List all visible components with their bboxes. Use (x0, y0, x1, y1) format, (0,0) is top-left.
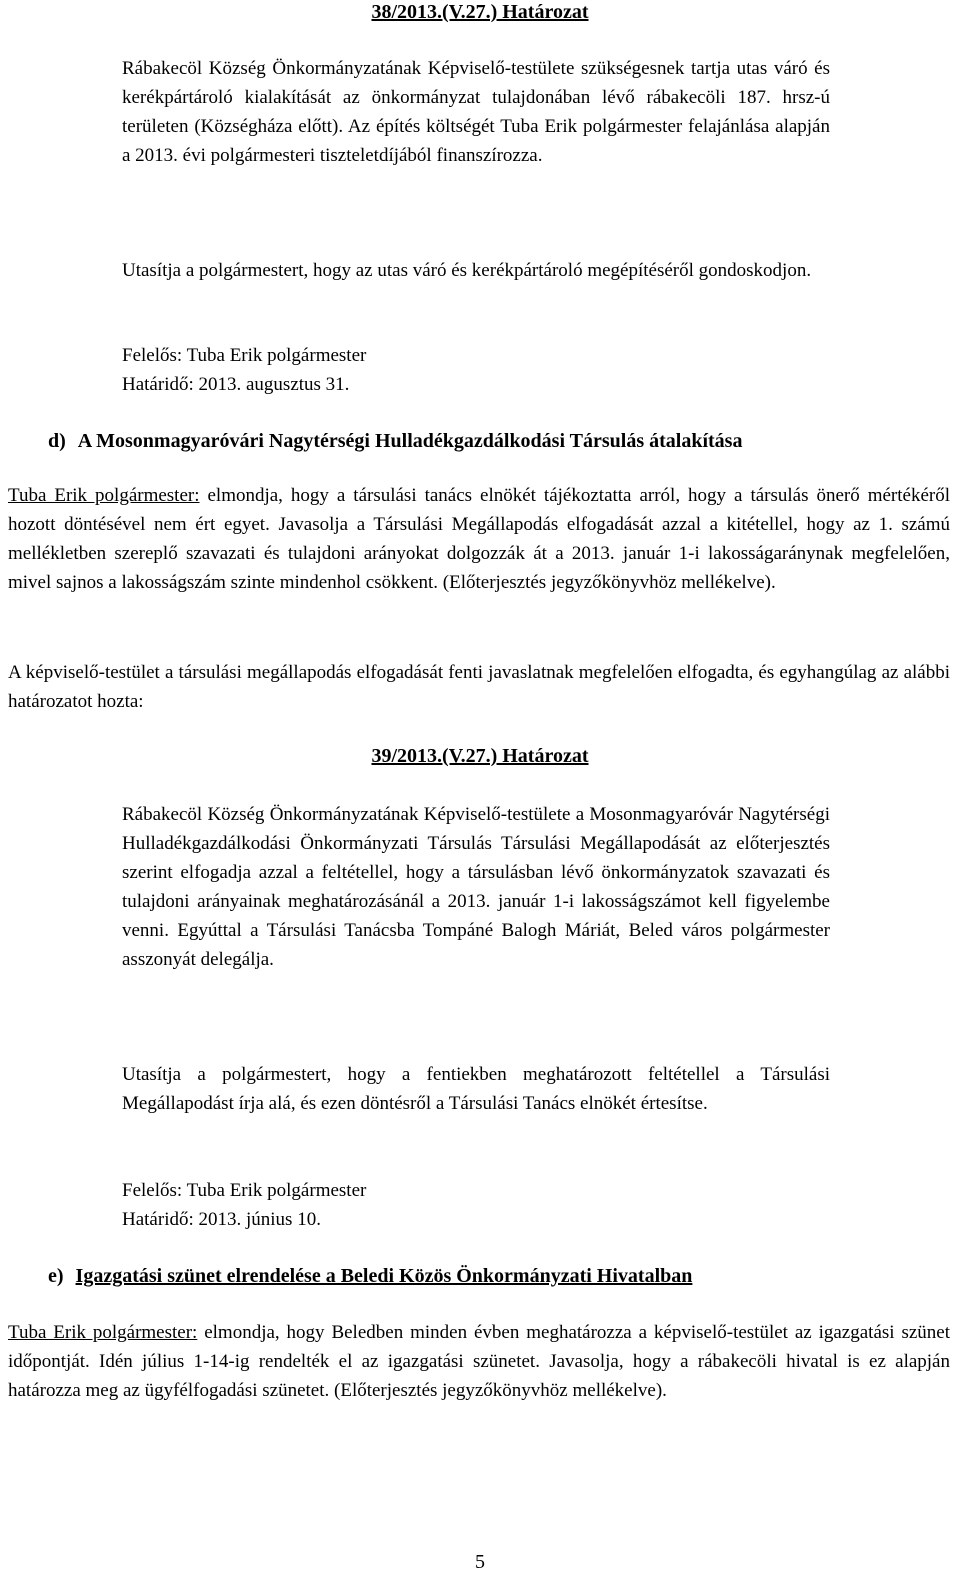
agenda-item-d-title: A Mosonmagyaróvári Nagytérségi Hulladékgazdálkodási Társulás átalakítása (77, 430, 743, 452)
agenda-item-e-speaker: Tuba Erik polgármester: (8, 1322, 198, 1343)
agenda-item-d-speech (8, 481, 950, 597)
agenda-item-d-decision: A képviselő-testület a társulási megállapodás elfogadását fenti javaslatnak megfelelően elfogadta, és egyhangúlag az alábbi határozatot hozta: (8, 662, 950, 712)
resolution-38-heading: 38/2013.(V.27.) Határozat (371, 1, 589, 23)
resolution-38-responsible: Felelős: Tuba Erik polgármester (122, 345, 367, 366)
resolution-39-responsible: Felelős: Tuba Erik polgármester (122, 1180, 367, 1201)
resolution-38-paragraph-1: Rábakecöl Község Önkormányzatának Képviselő-testülete szükségesnek tartja utas váró és kerékpártároló kialakítását az önkormányzat tulajdonában lévő rábakecöli 187. hrsz-ú területen (Községháza előtt). Az építés költségét Tuba Erik polgármester felajánlása alapján a 2013. évi polgármesteri tiszteletdíjából finanszírozza. (122, 58, 830, 166)
resolution-39-heading: 39/2013.(V.27.) Határozat (371, 745, 589, 767)
resolution-39-deadline: Határidő: 2013. június 10. (122, 1209, 321, 1230)
agenda-item-d-letter: d) (48, 430, 66, 452)
agenda-item-e-speech (8, 1318, 950, 1405)
agenda-item-e-speech-text: elmondja, hogy Beledben minden évben meghatározza a képviselő-testület az igazgatási szünet időpontját. Idén július 1-14-ig rendelték el az igazgatási szünetet. Javasolja, hogy a rábakecöli hivatal is ez alapján határozza meg az ügyfélfogadási szünetet. (Előterjesztés jegyzőkönyvhöz mellékelve). (8, 1322, 950, 1401)
resolution-38-paragraph-2: Utasítja a polgármestert, hogy az utas váró és kerékpártároló megépítéséről gondoskodjon. (122, 260, 812, 281)
resolution-38-deadline: Határidő: 2013. augusztus 31. (122, 374, 350, 395)
page-number: 5 (475, 1551, 485, 1573)
agenda-item-e-letter: e) (48, 1265, 64, 1287)
agenda-item-d-speaker: Tuba Erik polgármester: (8, 485, 200, 506)
agenda-item-d-speech-text: elmondja, hogy a társulási tanács elnökét tájékoztatta arról, hogy a társulás önerő mértékéről hozott döntésével nem ért egyet. Javasolja a Társulási Megállapodás elfogadását azzal a kitétellel, hogy az 1. számú mellékletben szereplő szavazati és tulajdoni arányokat dolgozzák át a 2013. január 1-i lakosságaránynak megfelelően, mivel sajnos a lakosságszám szinte mindenhol csökkent. (Előterjesztés jegyzőkönyvhöz mellékelve). (8, 485, 950, 593)
agenda-item-e-heading (48, 1262, 692, 1291)
agenda-item-e-title: Igazgatási szünet elrendelése a Beledi Közös Önkormányzati Hivatalban (75, 1265, 693, 1287)
resolution-39-paragraph-1: Rábakecöl Község Önkormányzatának Képviselő-testülete a Mosonmagyaróvár Nagytérségi Hulladékgazdálkodási Önkormányzati Társulás Társulási Megállapodását az előterjesztés szerint elfogadja azzal a feltétellel, hogy a társulásban lévő önkormányzatok szavazati és tulajdoni arányainak meghatározásánál a 2013. január 1-i lakosságszámot kell figyelembe venni. Egyúttal a Társulási Tanácsba Tompáné Balogh Máriát, Beled város polgármester asszonyát delegálja. (122, 804, 830, 970)
agenda-item-d-heading (48, 427, 742, 456)
resolution-39-paragraph-2: Utasítja a polgármestert, hogy a fentiekben meghatározott feltétellel a Társulási Megállapodást írja alá, és ezen döntésről a Társulási Tanács elnökét értesítse. (122, 1064, 830, 1114)
